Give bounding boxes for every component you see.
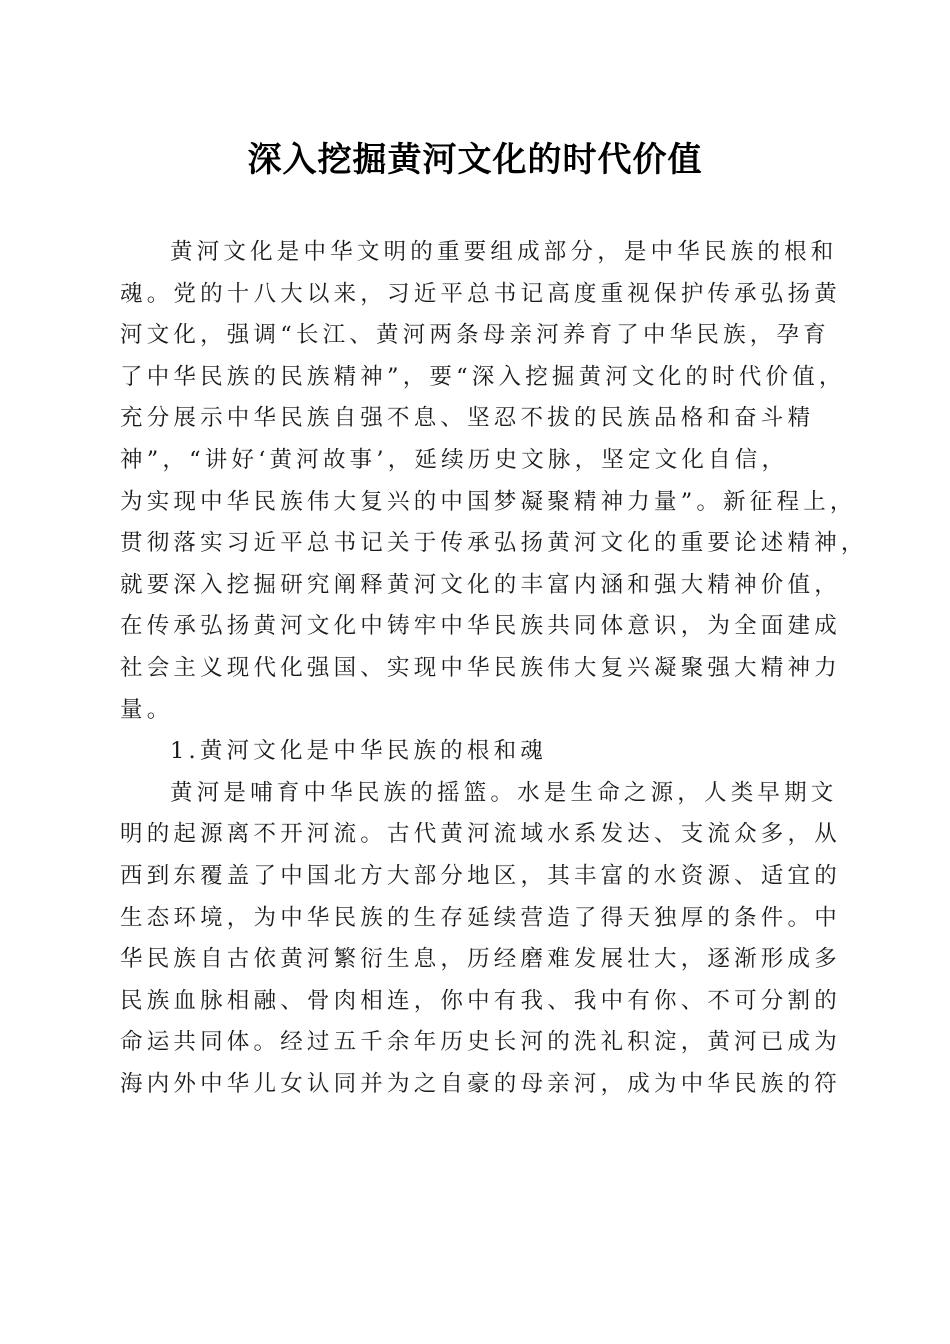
section-heading: 1.黄河文化是中华民族的根和魂 xyxy=(170,738,547,765)
paragraph-line: 河文化，强调“长江、黄河两条母亲河养育了中华民族，孕育 xyxy=(120,322,830,349)
paragraph-line: 充分展示中华民族自强不息、坚忍不拔的民族品格和奋斗精 xyxy=(120,405,815,432)
paragraph-line: 黄河文化是中华文明的重要组成部分，是中华民族的根和 xyxy=(170,239,838,265)
document-body xyxy=(120,232,868,1105)
paragraph-line: 社会主义现代化强国、实现中华民族伟大复兴凝聚强大精神力 xyxy=(120,654,841,681)
paragraph-line: 海内外中华儿女认同并为之自豪的母亲河，成为中华民族的符 xyxy=(120,1070,841,1097)
paragraph-line: 西到东覆盖了中国北方大部分地区，其丰富的水资源、适宜的 xyxy=(120,862,841,889)
paragraph-line: 华民族自古依黄河繁衍生息，历经磨难发展壮大，逐渐形成多 xyxy=(120,946,841,973)
paragraph-line: 贯彻落实习近平总书记关于传承弘扬黄河文化的重要论述精神， xyxy=(120,530,868,557)
paragraph-line: 命运共同体。经过五千余年历史长河的洗礼积淀，黄河已成为 xyxy=(120,1029,841,1056)
paragraph-line: 了中华民族的民族精神”，要“深入挖掘黄河文化的时代价值， xyxy=(120,363,846,390)
paragraph-line: 明的起源离不开河流。古代黄河流域水系发达、支流众多，从 xyxy=(120,821,841,848)
paragraph-line: 为实现中华民族伟大复兴的中国梦凝聚精神力量”。新征程上， xyxy=(120,488,857,515)
paragraph-line: 就要深入挖掘研究阐释黄河文化的丰富内涵和强大精神价值， xyxy=(120,571,841,598)
paragraph-line: 黄河是哺育中华民族的摇篮。水是生命之源，人类早期文 xyxy=(170,779,838,806)
paragraph-line: 魂。党的十八大以来，习近平总书记高度重视保护传承弘扬黄 xyxy=(120,280,841,307)
paragraph-line: 神”，“讲好‘黄河故事’，延续历史文脉，坚定文化自信， xyxy=(120,446,789,473)
paragraph-line: 量。 xyxy=(120,696,174,723)
document-title: 深入挖掘黄河文化的时代价值 xyxy=(247,140,703,180)
paragraph-line: 在传承弘扬黄河文化中铸牢中华民族共同体意识，为全面建成 xyxy=(120,613,841,640)
paragraph-line: 民族血脉相融、骨肉相连，你中有我、我中有你、不可分割的 xyxy=(120,987,841,1014)
paragraph-line: 生态环境，为中华民族的生存延续营造了得天独厚的条件。中 xyxy=(120,904,841,931)
